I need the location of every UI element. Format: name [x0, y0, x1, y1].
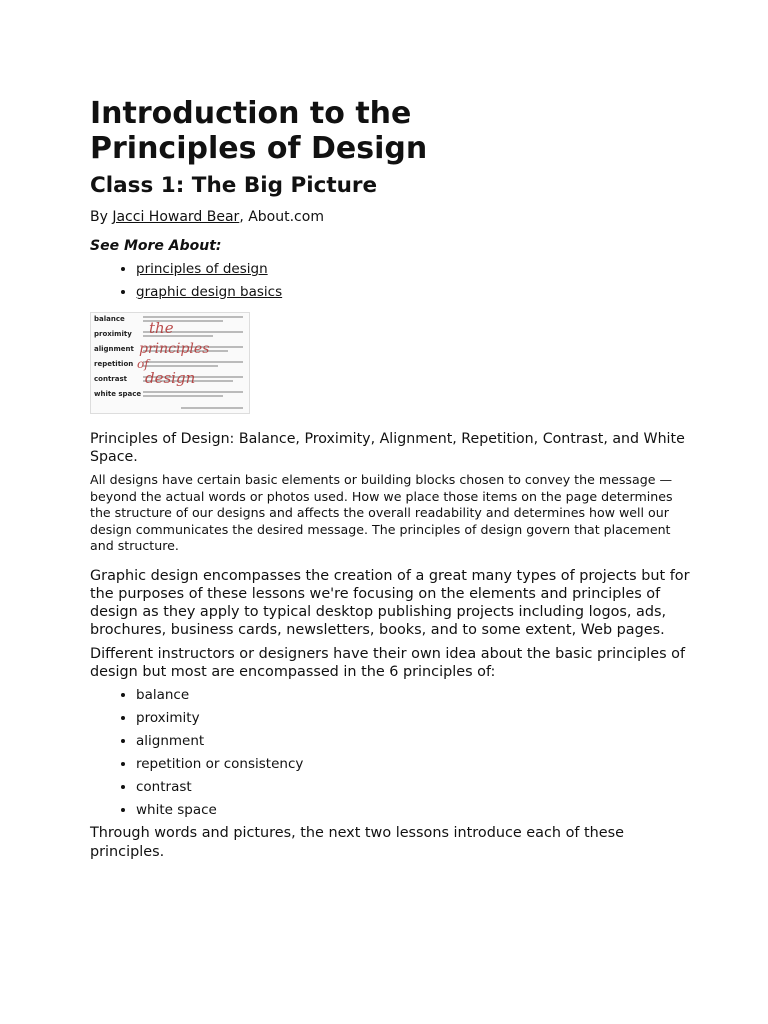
page-title	[90, 96, 690, 166]
illustration-graphic	[91, 313, 249, 413]
title-line-1: Introduction to the	[90, 96, 412, 131]
list-item: • white space	[136, 799, 690, 822]
byline	[90, 208, 690, 226]
principles-of-design-link[interactable]: principles of design	[136, 261, 268, 277]
see-more-list	[90, 258, 690, 304]
list-item: • alignment	[136, 730, 690, 753]
list-item: • repetition or consistency	[136, 753, 690, 776]
figure-script-design: design	[145, 369, 196, 387]
figure-label-alignment: alignment	[94, 345, 134, 353]
byline-suffix: , About.com	[239, 209, 324, 225]
figure-label-white-space: white space	[94, 390, 142, 398]
list-item: • proximity	[136, 707, 690, 730]
byline-prefix: By	[90, 209, 113, 225]
graphic-design-basics-link[interactable]: graphic design basics	[136, 284, 283, 300]
paragraph-1: All designs have certain basic elements or building blocks chosen to convey the message — beyond the actual words or photos used. How we place those items on the page determines the structure of our designs and affects the overall readability and determines how well our design communicates the desired message. The principles of design govern that placement and structure.	[90, 472, 673, 553]
list-item	[136, 281, 690, 304]
list-item: • contrast	[136, 776, 690, 799]
principles-list	[90, 684, 690, 822]
see-more-label: See More About:	[90, 238, 222, 254]
title-line-2: Principles of Design	[90, 131, 428, 166]
paragraph-3: Different instructors or designers have their own idea about the basic principles of design but most are encompassed in the 6 principles of:	[90, 645, 686, 680]
lead-paragraph: Principles of Design: Balance, Proximity, Alignment, Repetition, Contrast, and White Space.	[90, 431, 685, 465]
list-item	[136, 258, 690, 281]
figure-script-principles: principles	[139, 341, 210, 357]
page-subtitle: Class 1: The Big Picture	[90, 173, 378, 198]
figure-label-proximity: proximity	[94, 330, 132, 338]
figure-label-balance: balance	[94, 315, 125, 323]
closing-paragraph: Through words and pictures, the next two lessons introduce each of these principles.	[90, 825, 624, 861]
paragraph-2: Graphic design encompasses the creation of a great many types of projects but for the purposes of these lessons we're focusing on the elements and principles of design as they apply to typical desktop publishing projects including logos, ads, brochures, business cards, newsletters, books, and to some extent, Web pages.	[90, 567, 690, 639]
author-link[interactable]: Jacci Howard Bear	[112, 209, 240, 225]
figure-label-contrast: contrast	[94, 375, 127, 383]
principles-illustration	[90, 312, 250, 414]
figure-script-of: of	[137, 357, 149, 371]
figure-label-repetition: repetition	[94, 360, 134, 368]
figure-script-the: the	[149, 319, 174, 337]
article	[90, 96, 690, 862]
list-item: • balance	[136, 684, 690, 707]
